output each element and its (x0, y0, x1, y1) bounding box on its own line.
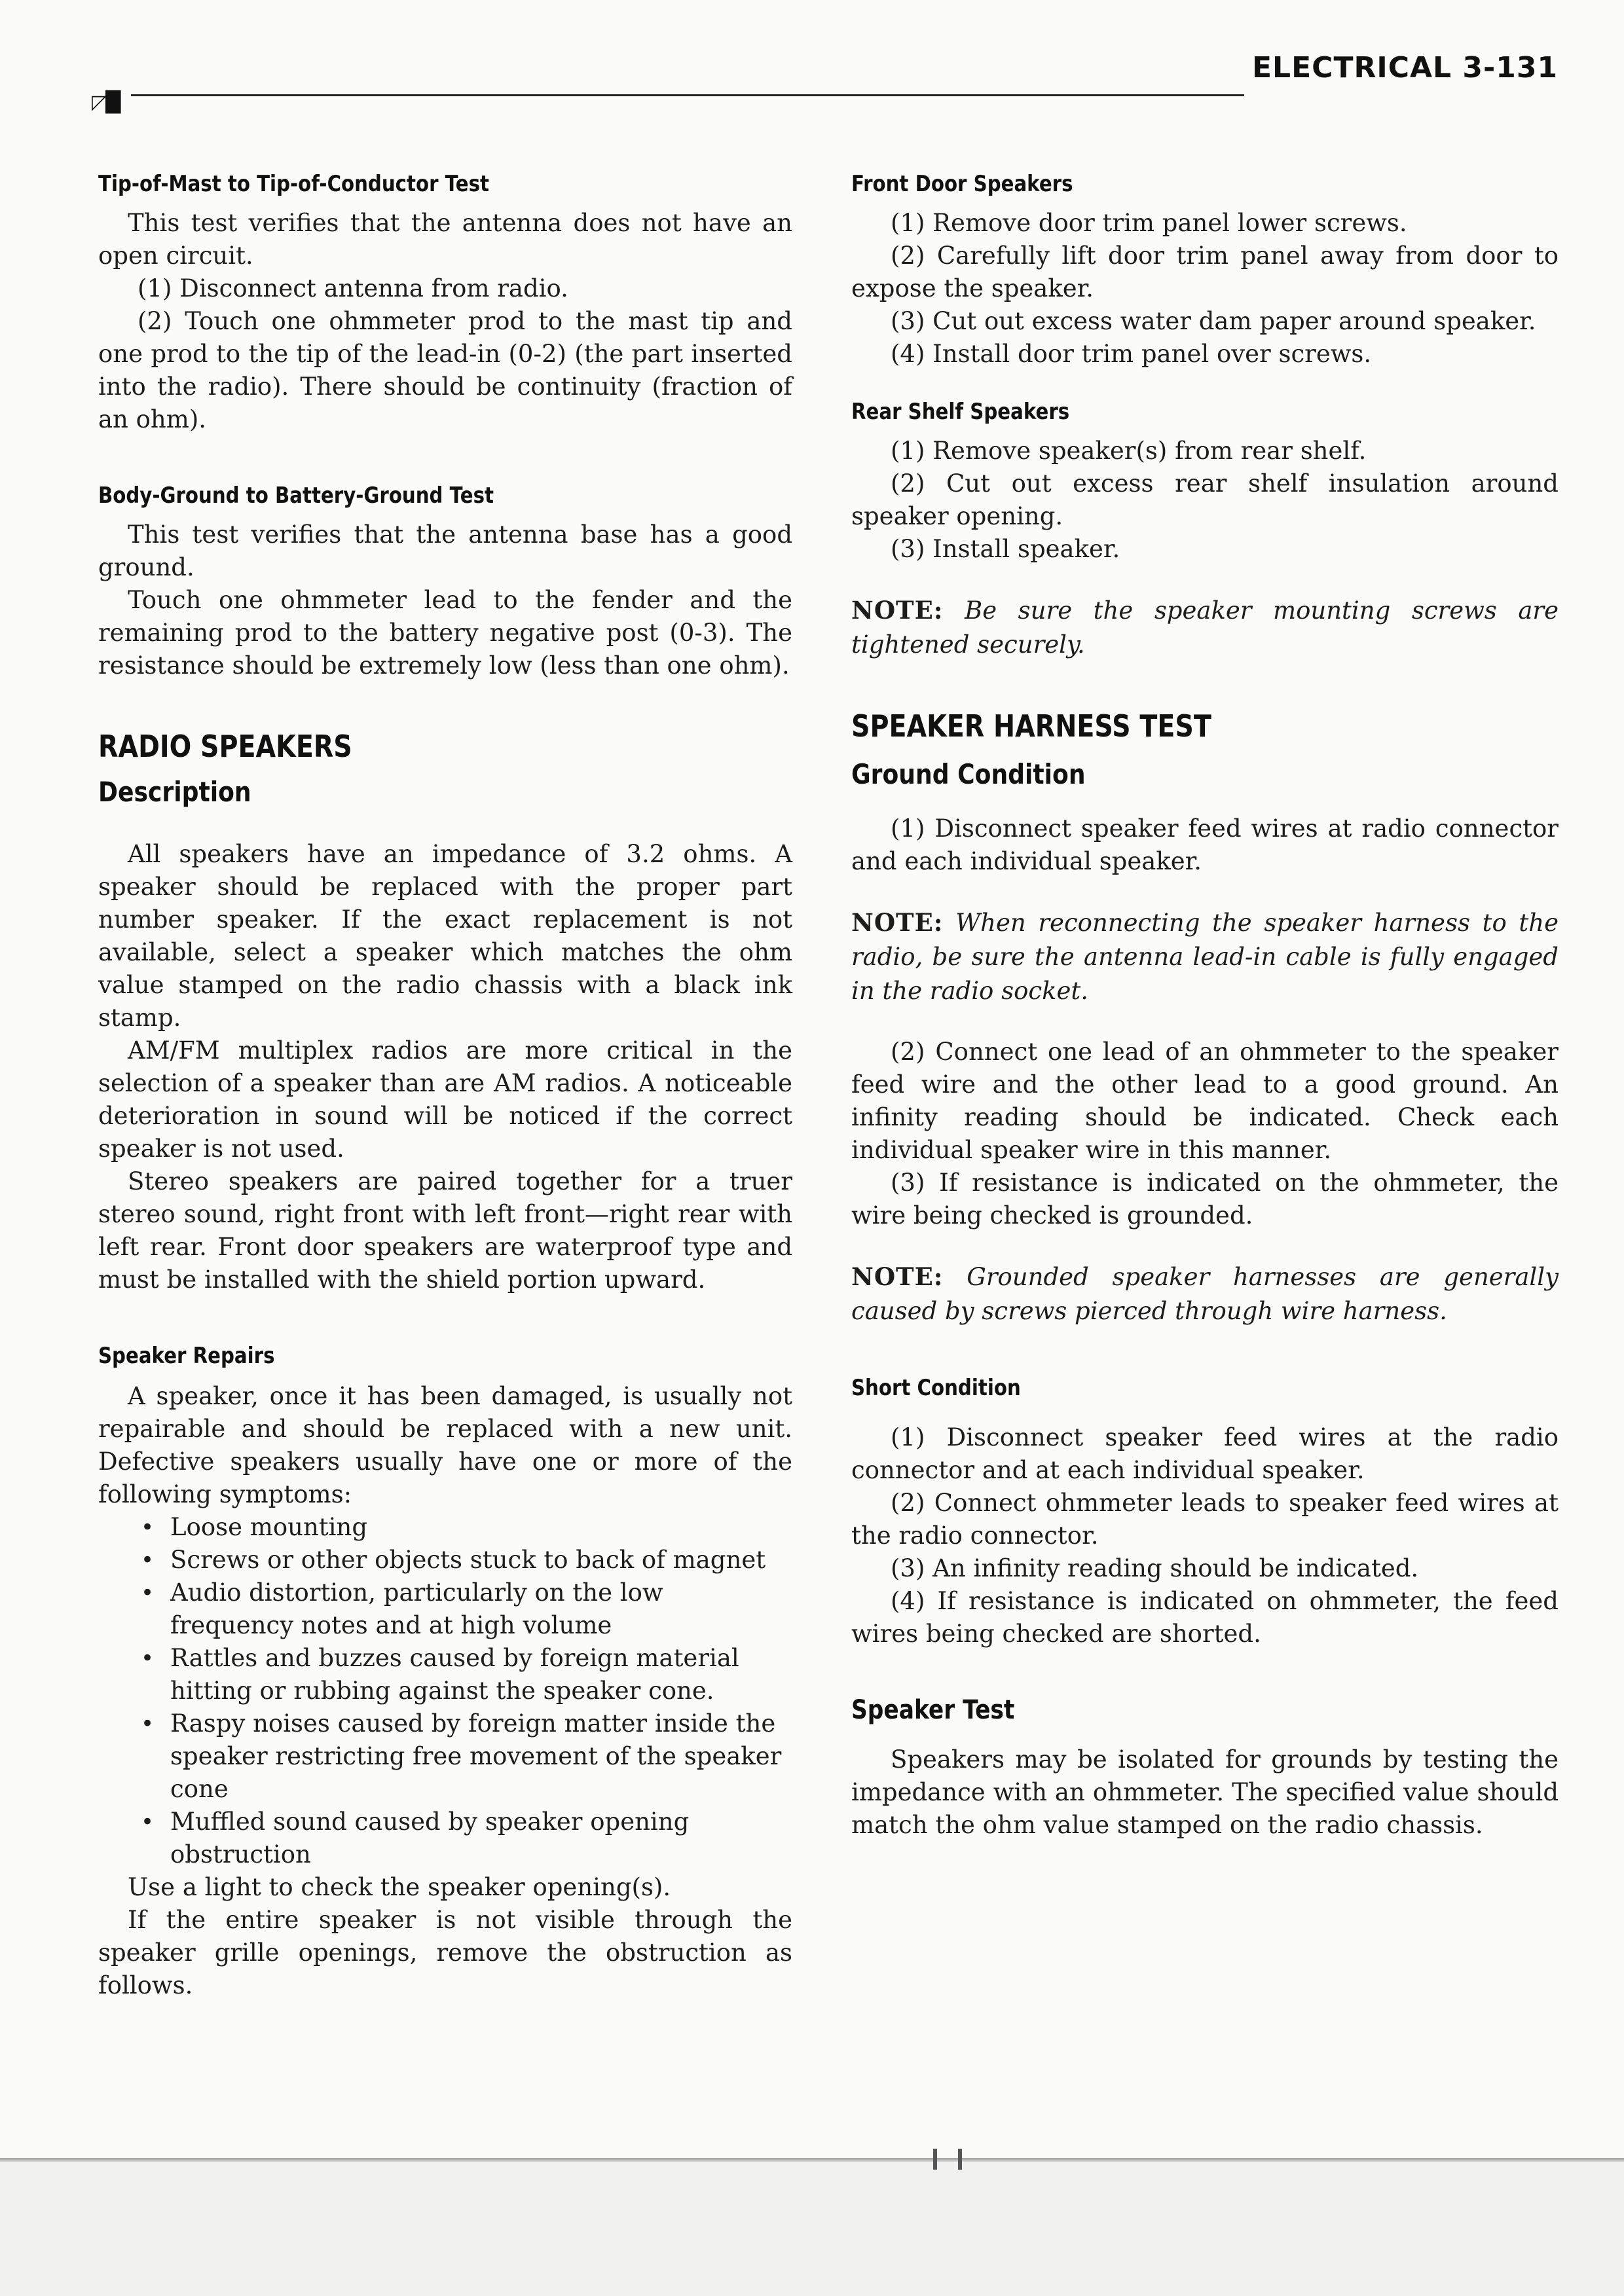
rear-shelf-step: (1) Remove speaker(s) from rear shelf. (891, 437, 1367, 465)
note-text: Grounded speaker harnesses are generally caused by screws pierced through wire harness. (851, 1263, 1559, 1325)
note-text: Be sure the speaker mounting screws are tightened securely. (851, 596, 1559, 659)
harness-note (851, 1260, 1559, 1328)
short-condition-heading: Short Condition (851, 1375, 1021, 1401)
corner-registration-mark: ◸█ (92, 91, 120, 114)
symptom-item: • Screws or other objects stuck to back of magnet (170, 1544, 792, 1576)
tip-test-step: (2) Touch one ohmmeter prod to the mast tip and one prod to the tip of the lead-in (0-2) (the part inserted into the radio). There should be continuity (fraction of an ohm). (98, 307, 792, 433)
ground-condition-step: (1) Disconnect speaker feed wires at radio connector and each individual speaker. (851, 814, 1559, 875)
page-header-title: ELECTRICAL 3-131 (1252, 51, 1559, 84)
front-door-step: (2) Carefully lift door trim panel away from door to expose the speaker. (851, 242, 1559, 302)
symptom-list (98, 1511, 792, 1871)
symptom-item: • Loose mounting (170, 1511, 792, 1544)
symptom-item: • Rattles and buzzes caused by foreign material hitting or rubbing against the speaker cone. (170, 1642, 792, 1707)
description-paragraph: All speakers have an impedance of 3.2 ohms. A speaker should be replaced with the proper part number speaker. If the exact replacement is not available, select a speaker which matches the ohm value stamped on the radio chassis with a black ink stamp. (98, 840, 792, 1032)
front-door-heading: Front Door Speakers (851, 171, 1073, 197)
page-edge (0, 2158, 1624, 2162)
ground-test-intro: This test verifies that the antenna base has a good ground. (98, 520, 792, 581)
harness-test-heading: SPEAKER HARNESS TEST (851, 708, 1211, 744)
tip-test-heading: Tip-of-Mast to Tip-of-Conductor Test (98, 171, 489, 197)
tip-test-intro: This test verifies that the antenna does not have an open circuit. (98, 209, 792, 270)
right-column (851, 170, 1559, 1842)
description-paragraph: AM/FM multiplex radios are more critical in the selection of a speaker than are AM radios. A noticeable deterioration in sound will be noticed if the correct speaker is not used. (98, 1036, 792, 1163)
note-label: NOTE: (851, 596, 944, 625)
rear-shelf-step: (2) Cut out excess rear shelf insulation around speaker opening. (851, 469, 1559, 530)
short-condition-step: (4) If resistance is indicated on ohmmeter, the feed wires being checked are shorted. (851, 1587, 1559, 1648)
rear-shelf-note (851, 593, 1559, 662)
ground-test-heading: Body-Ground to Battery-Ground Test (98, 483, 494, 509)
ground-test-body: Touch one ohmmeter lead to the fender and the remaining prod to the battery negative post (0-3). The resistance should be extremely low (less than one ohm). (98, 586, 792, 680)
ground-condition-heading: Ground Condition (851, 758, 1086, 790)
description-paragraph: Stereo speakers are paired together for a truer stereo sound, right front with left front—right rear with left rear. Front door speakers are waterproof type and must be installed with the shield portion upward. (98, 1167, 792, 1294)
symptom-item: • Raspy noises caused by foreign matter inside the speaker restricting free movement of the speaker cone (170, 1707, 792, 1806)
short-condition-step: (1) Disconnect speaker feed wires at the radio connector and at each individual speaker. (851, 1423, 1559, 1484)
binding-mark (933, 2149, 962, 2170)
front-door-step: (3) Cut out excess water dam paper around speaker. (891, 307, 1536, 335)
note-text: When reconnecting the speaker harness to the radio, be sure the antenna lead-in cable is fully engaged in the radio socket. (851, 909, 1559, 1005)
rear-shelf-step: (3) Install speaker. (891, 535, 1120, 563)
left-column (98, 170, 792, 2002)
front-door-step: (4) Install door trim panel over screws. (891, 340, 1372, 368)
repairs-intro: A speaker, once it has been damaged, is usually not repairable and should be replaced with a new unit. Defective speakers usually have one or more of the following symptoms: (98, 1382, 792, 1508)
front-door-step: (1) Remove door trim panel lower screws. (891, 209, 1407, 237)
short-condition-step: (2) Connect ohmmeter leads to speaker feed wires at the radio connector. (851, 1489, 1559, 1550)
ground-condition-step: (3) If resistance is indicated on the ohmmeter, the wire being checked is grounded. (851, 1169, 1559, 1230)
repairs-closing: Use a light to check the speaker opening(s). (128, 1873, 671, 1901)
symptom-item: • Muffled sound caused by speaker opening obstruction (170, 1806, 792, 1871)
repairs-closing: If the entire speaker is not visible through the speaker grille openings, remove the obstruction as follows. (98, 1906, 792, 1999)
harness-note (851, 905, 1559, 1008)
speaker-test-body: Speakers may be isolated for grounds by testing the impedance with an ohmmeter. The specified value should match the ohm value stamped on the radio chassis. (851, 1745, 1559, 1839)
tip-test-step: (1) Disconnect antenna from radio. (138, 274, 568, 302)
speaker-test-heading: Speaker Test (851, 1695, 1015, 1725)
short-condition-step: (3) An infinity reading should be indicated. (891, 1554, 1419, 1582)
note-label: NOTE: (851, 908, 944, 937)
header-rule (131, 94, 1244, 96)
radio-speakers-heading: RADIO SPEAKERS (98, 729, 352, 764)
rear-shelf-heading: Rear Shelf Speakers (851, 399, 1070, 425)
ground-condition-step: (2) Connect one lead of an ohmmeter to the speaker feed wire and the other lead to a good ground. An infinity reading should be indicated. Check each individual speaker wire in this manner. (851, 1038, 1559, 1164)
note-label: NOTE: (851, 1262, 944, 1291)
description-heading: Description (98, 776, 251, 808)
symptom-item: • Audio distortion, particularly on the low frequency notes and at high volume (170, 1576, 792, 1642)
speaker-repairs-heading: Speaker Repairs (98, 1343, 275, 1369)
